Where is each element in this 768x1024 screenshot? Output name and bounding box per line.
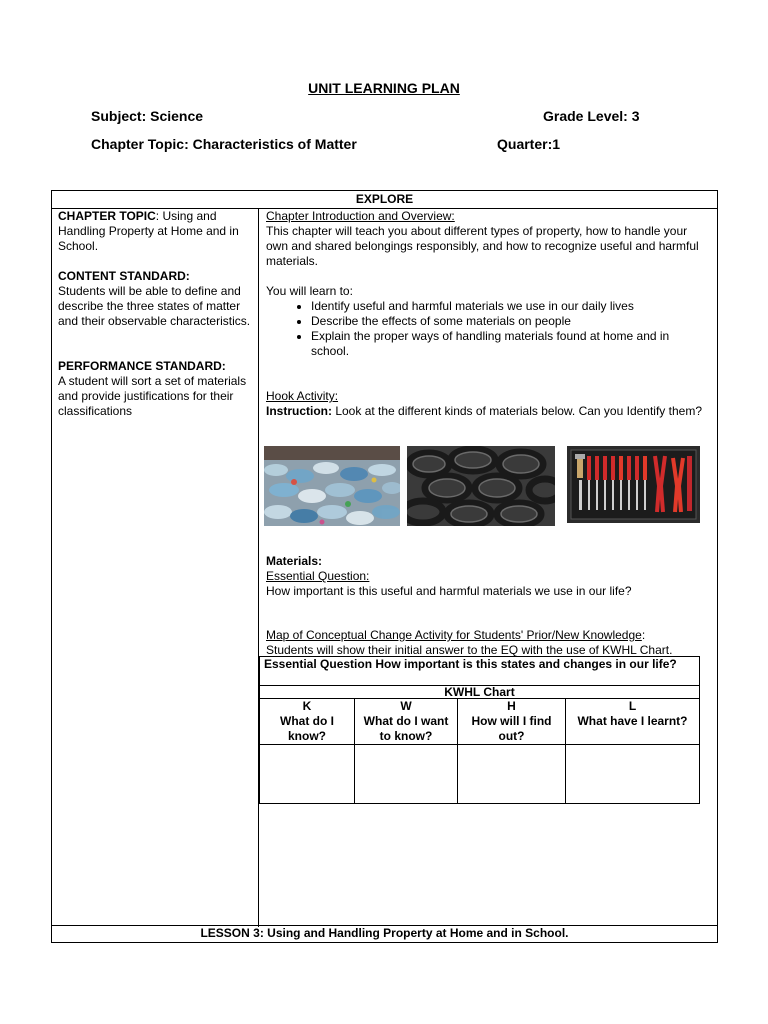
explore-header: EXPLORE xyxy=(52,191,717,209)
plastic-bottles-picture xyxy=(264,446,400,526)
kwhl-column-w xyxy=(355,699,458,745)
left-column xyxy=(52,208,259,927)
kwhl-letter: W xyxy=(400,699,412,713)
objective-item: • Describe the effects of some materials on people xyxy=(311,314,710,329)
lesson-footer: LESSON 3: Using and Handling Property at Home and in School. xyxy=(52,925,717,942)
grade-level-label: Grade Level: 3 xyxy=(543,108,640,124)
instruction-label: Instruction: xyxy=(266,404,332,418)
tools-image xyxy=(567,446,700,523)
intro-heading: Chapter Introduction and Overview: xyxy=(266,209,455,223)
kwhl-chart-title: KWHL Chart xyxy=(260,686,700,699)
kwhl-question: What have I learnt? xyxy=(577,714,688,728)
kwhl-question: What do I know? xyxy=(280,714,334,743)
right-column xyxy=(259,208,717,927)
chapter-topic-label: Chapter Topic: Characteristics of Matter xyxy=(91,136,357,152)
map-heading-colon: : xyxy=(641,628,646,642)
hook-heading: Hook Activity: xyxy=(266,389,339,403)
chapter-topic-block xyxy=(58,209,252,254)
kwhl-letter: H xyxy=(507,699,516,713)
kwhl-letter: L xyxy=(628,699,637,713)
learn-intro: You will learn to: xyxy=(266,284,353,298)
chapter-topic-text: : Using and Handling Property at Home and in School. xyxy=(58,209,239,253)
kwhl-table xyxy=(259,656,700,804)
content-standard-text: Students will be able to define and describe the three states of matter and their observable characteristics. xyxy=(58,284,251,328)
kwhl-essential-question: Essential Question How important is this states and changes in our life? xyxy=(260,657,700,686)
performance-standard-heading: PERFORMANCE STANDARD: xyxy=(58,359,226,373)
content-standard-heading: CONTENT STANDARD: xyxy=(58,269,190,283)
tools-picture xyxy=(567,446,700,523)
intro-text: This chapter will teach you about different types of property, how to handle your own and shared belongings responsibly, and how to recognize useful and harmful materials. xyxy=(266,224,699,268)
map-text: Students will show their initial answer to the EQ with the use of KWHL Chart. xyxy=(266,643,673,657)
tires-image xyxy=(407,446,555,526)
kwhl-question: What do I want to know? xyxy=(363,714,449,743)
explore-table xyxy=(51,190,718,943)
subject-label: Subject: Science xyxy=(91,108,204,124)
quarter-label: Quarter:1 xyxy=(497,136,561,152)
eq-heading: Essential Question: xyxy=(266,569,370,583)
objective-item: • Identify useful and harmful materials we use in our daily lives xyxy=(311,299,710,314)
objective-item: • Explain the proper ways of handling materials found at home and in school. xyxy=(311,329,710,359)
eq-text: How important is this useful and harmful materials we use in our life? xyxy=(266,584,632,598)
kwhl-answer-h[interactable] xyxy=(458,745,566,804)
page-title: UNIT LEARNING PLAN xyxy=(308,80,460,96)
kwhl-answer-k[interactable] xyxy=(260,745,355,804)
instruction-text: Look at the different kinds of materials below. Can you Identify them? xyxy=(332,404,702,418)
kwhl-answer-l[interactable] xyxy=(566,745,700,804)
kwhl-column-l xyxy=(566,699,700,745)
chapter-topic-heading: CHAPTER TOPIC xyxy=(58,209,156,223)
kwhl-letter: K xyxy=(302,699,312,713)
instruction-line xyxy=(266,404,710,419)
objectives-list xyxy=(266,299,710,359)
kwhl-column-h xyxy=(458,699,566,745)
tires-picture xyxy=(407,446,555,526)
kwhl-answer-w[interactable] xyxy=(355,745,458,804)
performance-standard-text: A student will sort a set of materials and provide justifications for their classifications xyxy=(58,374,247,418)
map-heading-line xyxy=(266,628,645,643)
kwhl-column-k xyxy=(260,699,355,745)
map-heading: Map of Conceptual Change Activity for Students' Prior/New Knowledge xyxy=(266,628,642,642)
materials-label: Materials: xyxy=(266,554,323,568)
plastic-bottles-image xyxy=(264,446,400,526)
kwhl-question: How will I find out? xyxy=(471,714,552,743)
